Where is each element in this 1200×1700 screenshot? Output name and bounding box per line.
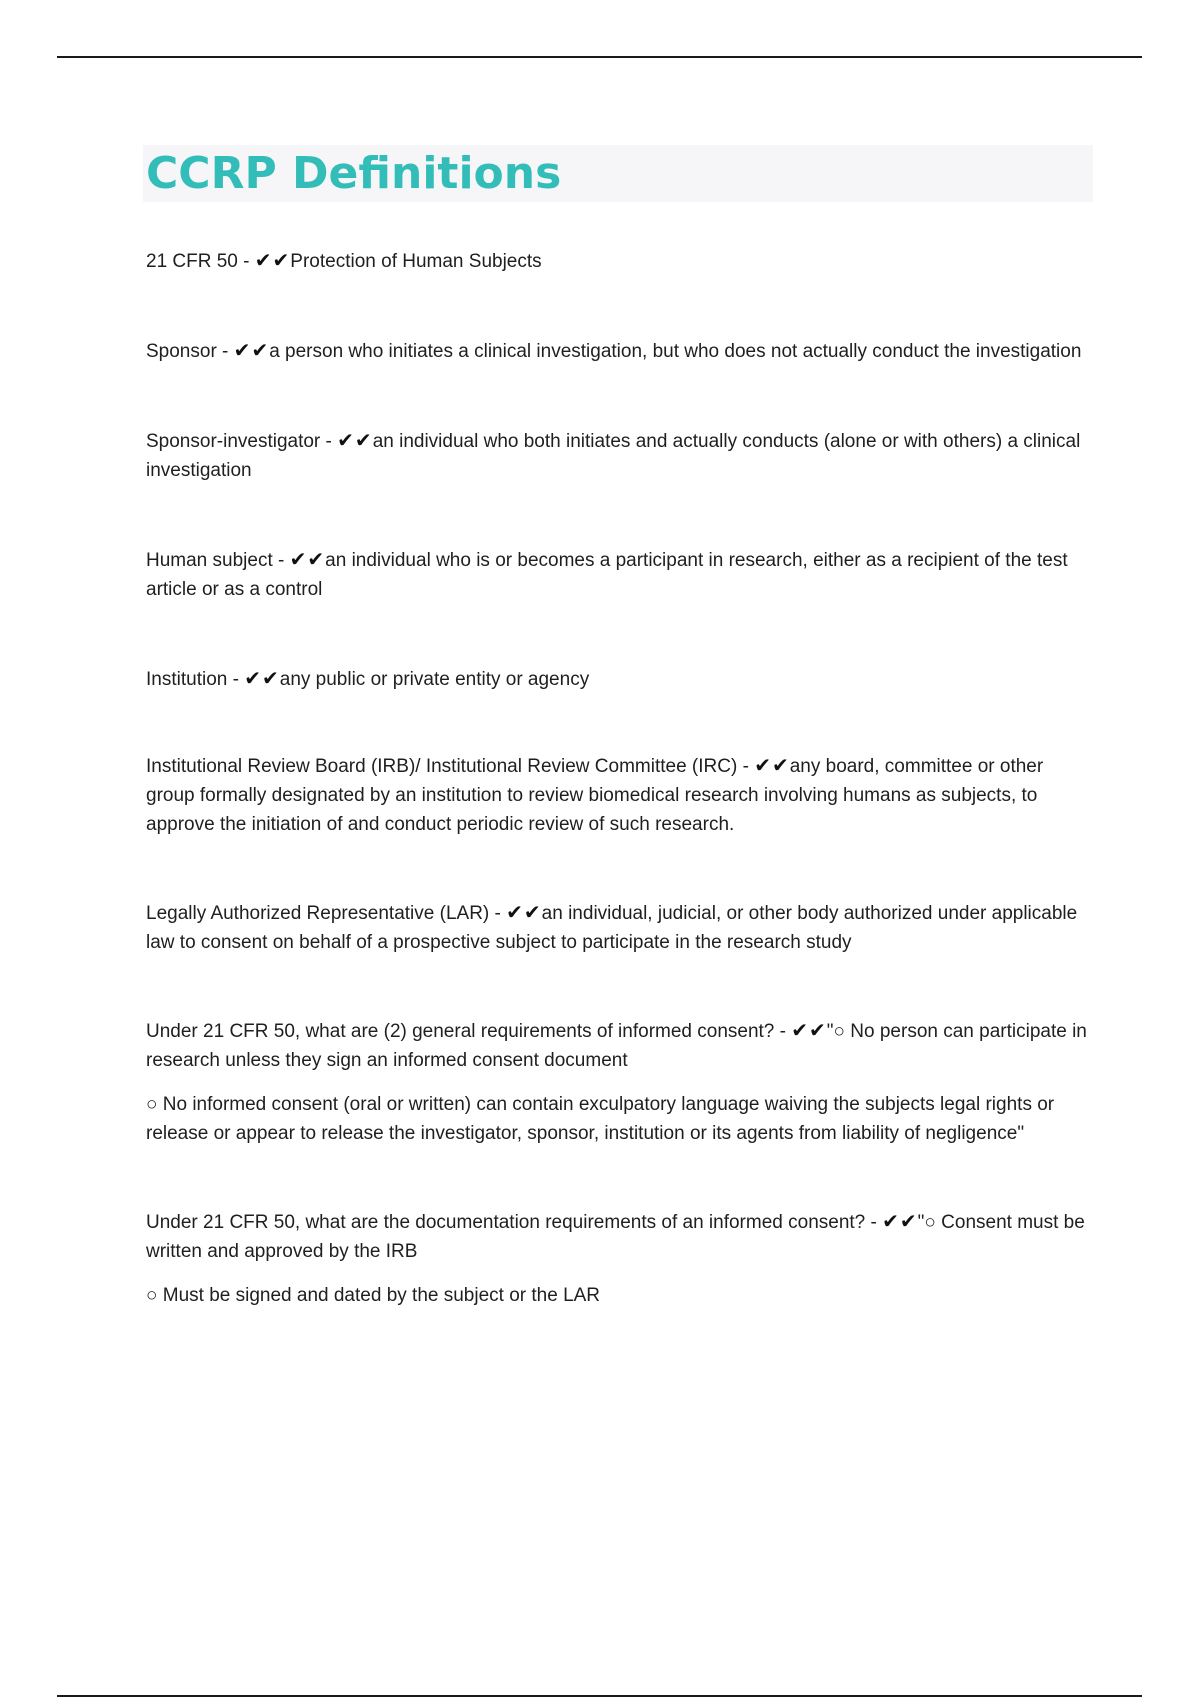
definition-term: Human subject [146, 550, 273, 571]
definition-term: Under 21 CFR 50, what are the documentation requirements of an informed consent? [146, 1212, 866, 1233]
definition-line [146, 336, 1096, 366]
definition-entry [146, 1207, 1096, 1310]
definition-term: Sponsor-investigator [146, 431, 321, 452]
term-separator: - [489, 903, 507, 924]
definition-entry [146, 246, 1096, 276]
check-mark-icon: ✔ [754, 753, 771, 777]
check-mark-icon: ✔ [506, 900, 523, 924]
definition-entry [146, 664, 1096, 694]
definition-term: Sponsor [146, 341, 217, 362]
definition-text: a person who initiates a clinical investigation, but who does not actually conduct the investigation [269, 341, 1082, 362]
check-mark-icon: ✔ [791, 1018, 809, 1042]
definition-text: any board, committee or other group formally designated by an institution to review biomedical research involving humans as subjects, to approve the initiation of and conduct periodic review of such research. [146, 756, 1044, 835]
definition-term: Legally Authorized Representative (LAR) [146, 903, 490, 924]
term-separator: - [865, 1212, 883, 1233]
term-separator: - [227, 669, 245, 690]
term-separator: - [774, 1021, 792, 1042]
definition-entry [146, 1016, 1096, 1148]
definition-text: an individual who is or becomes a participant in research, either as a recipient of the test article or as a control [146, 550, 1068, 600]
check-mark-icon: ✔ [771, 753, 789, 777]
check-mark-icon: ✔ [337, 428, 354, 452]
definition-bullet: ○ Must be signed and dated by the subject or the LAR [146, 1285, 601, 1306]
definition-term: Under 21 CFR 50, what are (2) general requirements of informed consent? [146, 1021, 775, 1042]
check-mark-icon: ✔ [354, 428, 372, 452]
definition-term: 21 CFR 50 [146, 251, 238, 272]
definitions-list [146, 246, 1096, 1310]
definition-text: "○ No person can participate in research unless they sign an informed consent document [146, 1021, 1087, 1071]
check-mark-icon: ✔ [523, 900, 541, 924]
check-mark-icon: ✔ [882, 1209, 899, 1233]
definition-entry [146, 336, 1096, 366]
definition-text: "○ Consent must be written and approved by the IRB [146, 1212, 1085, 1262]
definition-text: an individual, judicial, or other body authorized under applicable law to consent on behalf of a prospective subject to participate in the research study [146, 903, 1078, 953]
check-mark-icon: ✔ [289, 547, 307, 571]
definition-line [146, 1207, 1096, 1266]
bottom-rule [57, 1695, 1142, 1697]
check-mark-icon: ✔ [251, 338, 269, 362]
check-mark-icon: ✔ [244, 666, 261, 690]
definition-text: Protection of Human Subjects [290, 251, 542, 272]
check-mark-icon: ✔ [233, 338, 251, 362]
term-separator: - [237, 251, 255, 272]
term-separator: - [272, 550, 290, 571]
definition-line [146, 898, 1096, 957]
check-mark-icon: ✔ [899, 1209, 917, 1233]
definition-line [146, 751, 1096, 839]
definition-line [146, 664, 1096, 694]
term-separator: - [737, 756, 755, 777]
top-rule [57, 56, 1142, 58]
definition-text: any public or private entity or agency [279, 669, 590, 690]
definition-text: an individual who both initiates and actually conducts (alone or with others) a clinical investigation [146, 431, 1081, 481]
check-mark-icon: ✔ [809, 1018, 826, 1042]
document-title: CCRP Definitions [146, 148, 562, 199]
definition-term: Institutional Review Board (IRB)/ Institutional Review Committee (IRC) [146, 756, 738, 777]
check-mark-icon: ✔ [272, 248, 290, 272]
definition-entry [146, 545, 1096, 604]
definition-line [146, 246, 1096, 276]
term-separator: - [320, 431, 338, 452]
definition-entry [146, 426, 1096, 485]
definition-entry [146, 898, 1096, 957]
definition-bullet: ○ No informed consent (oral or written) can contain exculpatory language waiving the subjects legal rights or release or appear to release the investigator, sponsor, institution or its agents from liability of negligence" [146, 1094, 1055, 1144]
definition-line [146, 426, 1096, 485]
check-mark-icon: ✔ [254, 248, 272, 272]
definition-line [146, 1016, 1096, 1075]
definition-line [146, 545, 1096, 604]
term-separator: - [216, 341, 234, 362]
check-mark-icon: ✔ [261, 666, 279, 690]
check-mark-icon: ✔ [307, 547, 325, 571]
definition-entry [146, 751, 1096, 839]
definition-term: Institution [146, 669, 228, 690]
